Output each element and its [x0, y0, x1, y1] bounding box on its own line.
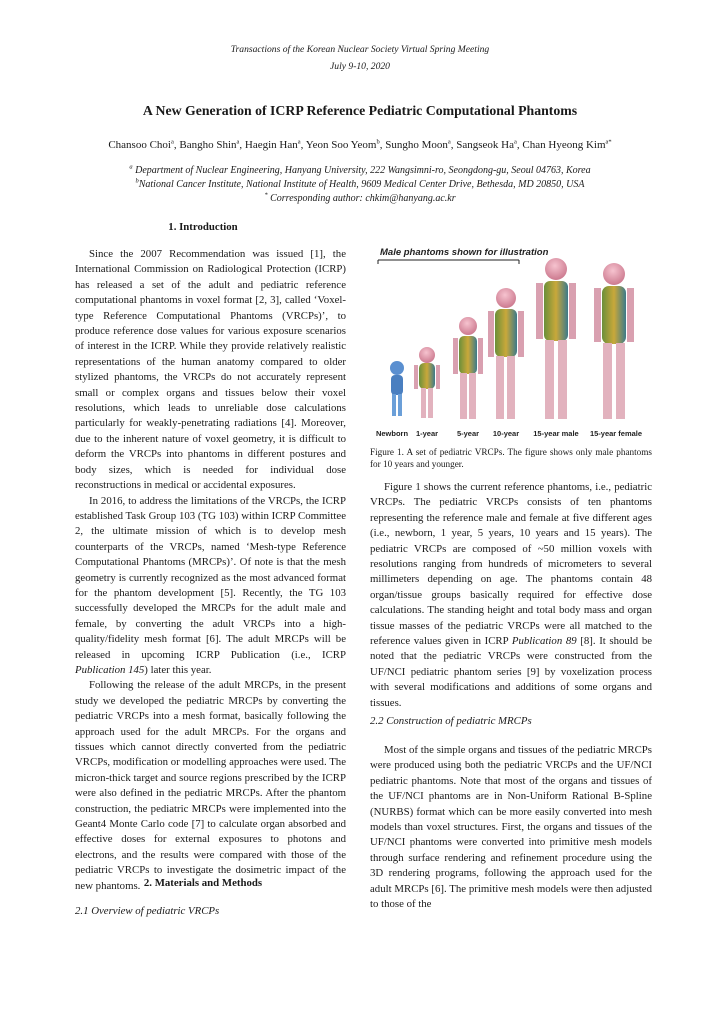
author: Chan Hyeong Kim$^{a*}$ — [522, 138, 612, 151]
phantoms-illustration — [370, 238, 654, 444]
author-list: Chansoo Choi$^a$, Bangho Shin$^a$, Haegin Han$^a$, Yeon Soo Yeom$^b$, Sungho Moon$^a$, Sangseok Ha$^a$, Chan Hyeong Kim$^{a*}$ — [108, 138, 612, 151]
paragraph: Most of the simple organs and tissues of the pediatric MRCPs were produced using both the pediatric VRCPs and the UF/NCI pediatric phantoms. Note that most of the organs and tissues of the UF/NCI phantoms are in Non-Uniform Rational B-Spline (NURBS) format which can be more easily converted into mesh models than voxel structures. First, the organs and tissues of the UF/NCI phantoms were converted into primitive mesh models through surface rendering and refinement procedure using the 3D rendering programs, following the approach used for the adult MRCPs [6]. The primitive mesh models were then adjusted to those of the — [370, 744, 652, 911]
left-column-text — [75, 247, 346, 894]
paragraph: Figure 1 shows the current reference phantoms, i.e., pediatric VRCPs. The pediatric VRCPs consists of ten phantoms representing the reference male and female at five different ages (i.e., newborn, 1 year, 5 years, 10 years and 15 years). The pediatric VRCPs are composed of ~50 million voxels with resolutions ranging from hundreds of micrometers to several millimeters depending on age. The phantoms contain 48 organ/tissue groups basically required for effective dose calculations. The standing height and total body mass and organ tissue masses of the pediatric VRCPs were all matched to the reference values given in ICRP Publication 89 [8]. It should be noted that the pediatric VRCPs were constructed from the UF/NCI pediatric phantom series [9] by voxelization process with several modifications and additions of some organs and tissues. — [370, 481, 653, 709]
paragraph: Following the release of the adult MRCPs, in the present study we developed the pediatric MRCPs by converting the pediatric VRCPs into a mesh format, basically following the approach used for the adult MRCPs. For the organs and tissues which cannot directly converted from the pediatric VRCPs, modification or modelling approaches were used. The micron-thick target and source regions prescribed by the ICRP were also defined in the pediatric MRCPs. After the phantom construction, the pediatric MRCPs were implemented into the Geant4 Monte Carlo code [7] to calculate organ absorbed and effective doses for external exposures to photons and electrons, and the results were compared with those of the pediatric VRCPs to investigate the dosimetric impact of the new phantoms. — [75, 679, 346, 892]
phantom-label: 1-year — [415, 429, 439, 438]
phantom-15-year-male — [536, 258, 576, 419]
subsection-heading-construction: 2.2 Construction of pediatric MRCPs — [370, 715, 532, 727]
phantom-1-year — [414, 347, 440, 418]
phantom-label: 15-year male — [533, 429, 579, 438]
running-header-line-1: Transactions of the Korean Nuclear Society Virtual Spring Meeting — [230, 44, 490, 55]
phantom-label: Newborn — [375, 429, 409, 438]
right-column-text-top — [370, 480, 652, 711]
author: Sangseok Ha$^a$ — [456, 138, 517, 151]
phantom-5-year — [453, 317, 483, 419]
phantom-label: 5-year — [456, 429, 480, 438]
phantom-label: 15-year female — [589, 429, 643, 438]
figure-banner: Male phantoms shown for illustration — [380, 247, 549, 258]
bracket-icon — [378, 260, 519, 264]
phantom-label: 10-year — [492, 429, 520, 438]
affiliation-b: $^b$National Cancer Institute, National Institute of Health, 9609 Medical Center Drive, Bethesda, MD 20850, USA — [135, 177, 585, 190]
figure-1 — [370, 238, 654, 444]
section-heading-introduction: 1. Introduction — [168, 221, 238, 233]
author: Chansoo Choi$^a$ — [108, 138, 174, 151]
paragraph: In 2016, to address the limitations of the VRCPs, the ICRP established Task Group 103 (TG 103) within ICRP Committee 2, the ultimate mission of which is to develop mesh counterparts of the VRCPs, named ‘Mesh-type Reference Computational Phantoms (MRCPs)’. Of note is that the mesh geometry is currently recognized as the most advanced format for the phantom development [5]. Recently, the TG 103 successfully developed the MRCPs for the adult male and female, by converting the adult VRCPs into a high-quality/fidelity mesh format [6]. The adult MRCPs will be released in upcoming ICRP Publication (i.e., ICRP Publication 145) later this year. — [75, 494, 346, 676]
running-header-line-2: July 9-10, 2020 — [330, 61, 390, 72]
affiliation-a: $^a$ Department of Nuclear Engineering, Hanyang University, 222 Wangsimni-ro, Seongdong-gu, Seoul 04763, Korea — [129, 163, 591, 176]
paper-title: A New Generation of ICRP Reference Pediatric Computational Phantoms — [142, 103, 578, 118]
section-heading-methods: 2. Materials and Methods — [143, 877, 263, 889]
right-column-text-bottom — [370, 743, 652, 912]
paragraph: Since the 2007 Recommendation was issued [1], the International Commission on Radiological Protection (ICRP) has released a set of the adult and pediatric reference computational phantoms in voxel format [2, 3], called ‘Voxel-type Reference Computational Phantoms (VRCPs)’, to produce reference dose values for various exposure scenarios of interest in the ICRP. While they provide relatively realistic representations of the human anatomy compared to older stylized phantoms, the VRCPs do not accurately represent small or complex organs and tissues below their voxel resolutions, which leads to unreliable dose calculations particularly for weakly-penetrating radiations [4]. Moreover, due to the inherent nature of voxel geometry, it is difficult to deform the VRCPs into phantoms in different postures and body sizes, which is needed for individual dose reconstructions in medical or accidental exposures. — [75, 248, 346, 492]
author: Bangho Shin$^a$ — [179, 138, 240, 151]
subsection-heading-overview: 2.1 Overview of pediatric VRCPs — [75, 905, 220, 917]
author: Yeon Soo Yeom$^b$ — [305, 138, 380, 151]
phantom-15-year-female — [594, 263, 634, 419]
phantom-newborn — [390, 361, 404, 416]
figure-caption: Figure 1. A set of pediatric VRCPs. The figure shows only male phantoms for 10 years and younger. — [370, 447, 652, 469]
corresponding-author: * Corresponding author: chkim@hanyang.ac.kr — [264, 191, 456, 204]
author: Haegin Han$^a$ — [244, 138, 301, 151]
phantom-10-year — [488, 288, 524, 419]
author: Sungho Moon$^a$ — [385, 138, 451, 151]
